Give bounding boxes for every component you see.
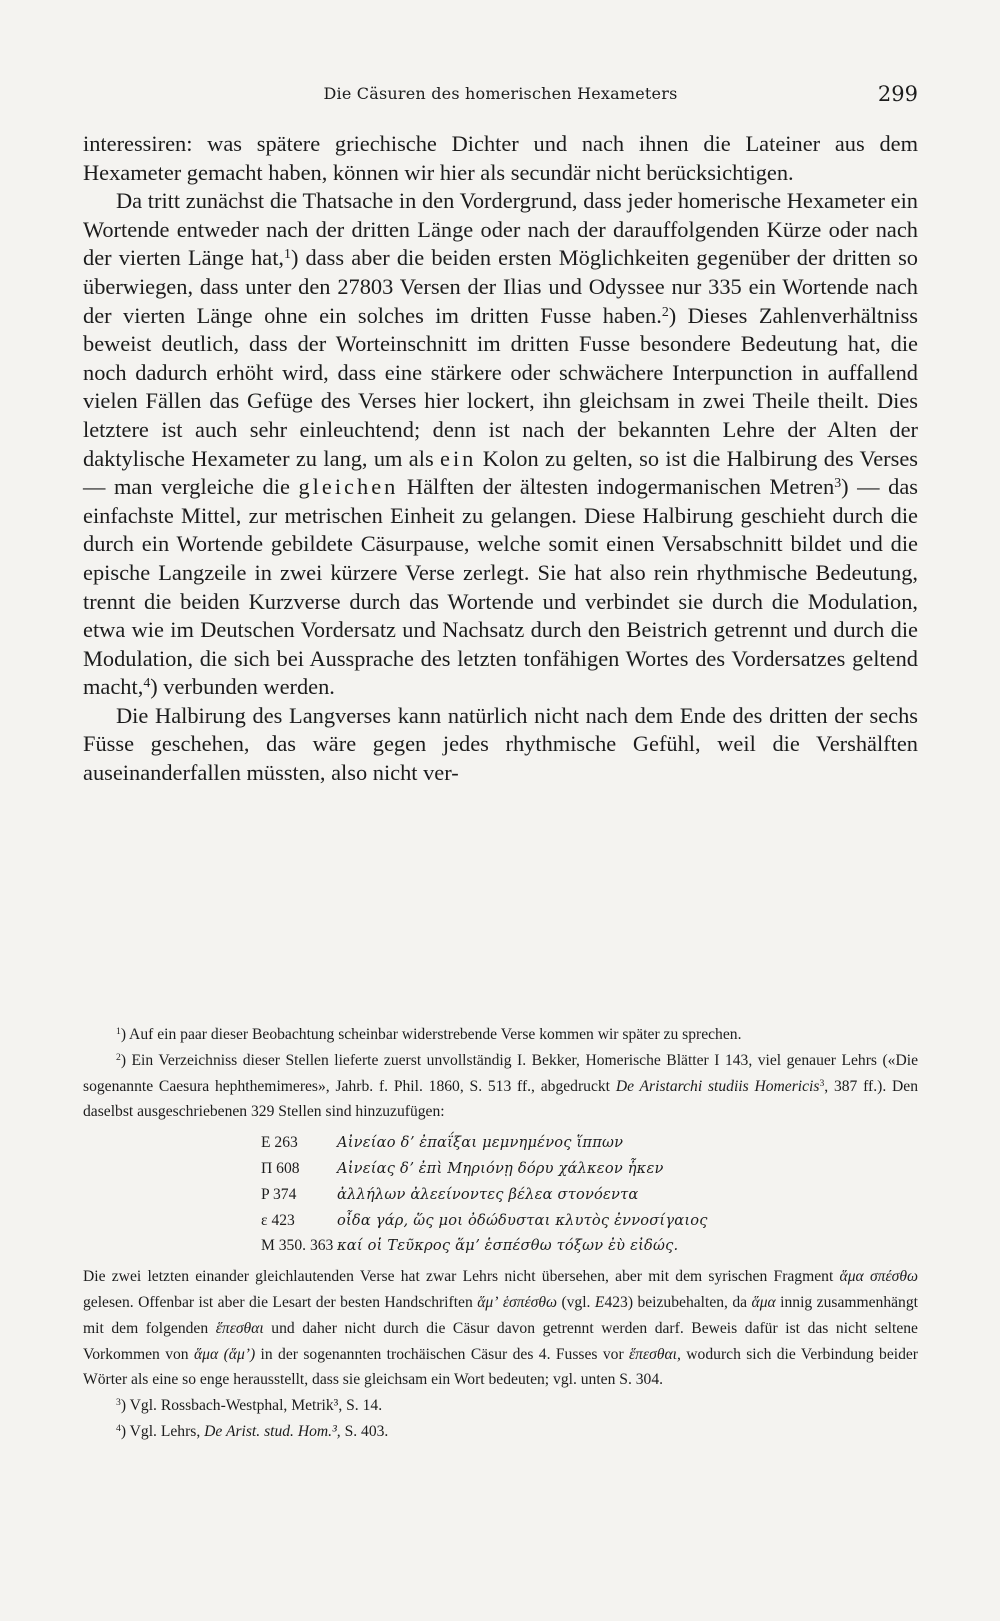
paragraph-2-text: Da tritt zunächst die Thatsache in den Vordergrund, dass jeder homerische Hexameter ein Wortende entweder nach der dritten Länge oder nach der darauffolgenden Kürze oder nach der vierten Länge hat, <box>83 188 918 271</box>
footnote-text: S. 403. <box>344 1422 389 1440</box>
verse-line <box>261 1156 918 1182</box>
footnote-text: und daher nicht durch die Cäsur davon getrennt werden darf. Beweis dafür ist das nicht seltene Vorkommen von <box>83 1319 918 1363</box>
paragraph-2-text: Hälften der ältesten indogermanischen Metren <box>406 474 835 500</box>
main-text <box>83 130 918 788</box>
spaced-word: gleichen <box>298 474 399 500</box>
running-head: Die Cäsuren des homerischen Hexameters <box>323 84 678 103</box>
greek-phrase: ἅμʼ ἑσπέσθω <box>477 1293 557 1311</box>
verse-reference: Π 608 <box>261 1159 300 1177</box>
page-number: 299 <box>877 82 918 106</box>
verse-line <box>261 1182 918 1208</box>
footnote-1 <box>83 1022 918 1048</box>
footnote-text: in der sogenannten trochäischen Cäsur des 4. Fusses vor <box>260 1345 624 1363</box>
footnote-ref-1: 1 <box>284 247 291 263</box>
paragraph-2-text: ) Dieses Zahlenverhältniss beweist deutlich, dass der Worteinschnitt im dritten Fusse besondere Bedeutung hat, die noch dadurch erhöht wird, dass eine stärkere oder schwächere Interpunction in auffallend vielen Fällen das Gefüge des Verses hier lockert, ihn gleichsam in zwei Theile theilt. Dies letztere ist auch sehr einleuchtend; denn ist nach der bekannten Lehre der Alten der daktylische Hexameter zu lang, um als <box>83 302 918 471</box>
footnote-marker: 3 <box>116 1397 121 1409</box>
verse-line <box>261 1130 918 1156</box>
greek-verse: Αἰνείαο δʼ ἐπαΐξαι μεμνημένος ἵππων <box>337 1134 624 1152</box>
footnote-marker: 1 <box>116 1026 121 1038</box>
greek-phrase: ἅμα (ἅμʼ) <box>193 1345 256 1363</box>
footnotes <box>83 1022 918 1445</box>
verse-reference: ε 423 <box>261 1211 295 1229</box>
greek-verse: Αἰνείας δʼ ἐπὶ Μηριόνῃ δόρυ χάλκεον ἧκεν <box>337 1159 664 1177</box>
footnote-text: gelesen. Offenbar ist aber die Lesart der besten Handschriften <box>83 1293 473 1311</box>
verse-line <box>261 1233 918 1259</box>
footnote-text: (vgl. <box>561 1293 591 1311</box>
greek-phrase: ἕπεσθαι <box>215 1319 264 1337</box>
paragraph-3-text: Die Halbirung des Langverses kann natürlich nicht nach dem Ende des dritten der sechs Füsse geschehen, das wäre gegen jedes rhythmische Gefühl, weil die Vershälften auseinanderfallen müssten, also nicht ver- <box>83 702 918 786</box>
paragraph-2-text: ) verbunden werden. <box>150 674 335 700</box>
footnote-text: ) Vgl. Rossbach-Westphal, Metrik³, S. 14. <box>120 1397 383 1415</box>
paragraph-2-text: ) — das einfachste Mittel, zur metrischen Einheit zu gelangen. Diese Halbirung geschieht durch die durch ein Wortende gebildete Cäsurpause, welche somit einen Versabschnitt bildet und die epische Langzeile in zwei kürzere Verse zerlegt. Sie hat also rein rhythmische Bedeutung, trennt die beiden Kurzverse durch das Wortende und verbindet sie durch die Modulation, etwa wie im Deutschen Vordersatz und Nachsatz durch den Beistrich getrennt und durch die Modulation, die sich bei Aussprache des letzten tonfähigen Wortes des Vordersatzes geltend macht, <box>83 474 918 700</box>
footnote-ref-2: 2 <box>661 304 669 320</box>
greek-verse: οἶδα γάρ, ὥς μοι ὀδώδυσται κλυτὸς ἐννοσίγαιος <box>337 1211 708 1229</box>
footnote-4 <box>83 1419 918 1445</box>
footnote-text: ) Vgl. Lehrs, <box>120 1422 201 1440</box>
verse-list <box>261 1130 918 1259</box>
paragraph-3 <box>83 702 918 788</box>
paragraph-2 <box>83 187 918 702</box>
footnote-marker: 2 <box>116 1051 121 1063</box>
paragraph-2-text: Kolon zu gelten, so ist die Halbirung des Verses — man vergleiche die <box>83 445 918 500</box>
edition-marker: 3 <box>819 1077 825 1089</box>
verse-line <box>261 1208 918 1234</box>
footnote-text: wodurch sich die Verbindung beider Wörter als eine so enge herausstellt, dass sie gleichsam ein Wort bedeuten; vgl. unten S. 304. <box>83 1345 918 1389</box>
greek-verse: ἀλλήλων ἀλεείνοντες βέλεα στονόεντα <box>337 1185 639 1203</box>
book-reference: E <box>594 1293 605 1311</box>
page-header <box>83 84 918 112</box>
verse-reference: P 374 <box>261 1185 297 1203</box>
footnote-ref-4: 4 <box>143 676 151 692</box>
greek-verse: καί οἱ Τεῦκρος ἅμʼ ἑσπέσθω τόξων ἐὺ εἰδώς. <box>337 1237 679 1255</box>
paragraph-1 <box>83 130 918 187</box>
footnote-ref-3: 3 <box>834 476 842 492</box>
footnote-text: 423) beizubehalten, da <box>604 1293 748 1311</box>
footnote-text: innig zusammenhängt mit dem folgenden <box>83 1293 918 1337</box>
greek-phrase: ἕπεσθαι, <box>629 1345 681 1363</box>
footnote-text: , 387 ff.). Den daselbst ausgeschriebenen 329 Stellen sind hinzuzufügen: <box>83 1077 919 1121</box>
footnote-2 <box>83 1048 918 1125</box>
footnote-text: Die zwei letzten einander gleichlautenden Verse hat zwar Lehrs nicht übersehen, aber mit dem syrischen Fragment <box>83 1268 834 1286</box>
footnote-marker: 4 <box>116 1423 121 1435</box>
verse-reference: M 350. 363 <box>261 1237 334 1255</box>
book-title: De Arist. stud. Hom.³, <box>204 1422 341 1440</box>
greek-phrase: ἅμα <box>751 1293 776 1311</box>
footnote-3 <box>83 1393 918 1419</box>
greek-phrase: ἅμα σπέσθω <box>839 1268 918 1286</box>
book-title: De Aristarchi studiis Homericis <box>615 1077 820 1095</box>
verse-reference: E 263 <box>261 1134 298 1152</box>
footnote-text: ) Auf ein paar dieser Beobachtung scheinbar widerstrebende Verse kommen wir später zu sprechen. <box>120 1026 742 1043</box>
paragraph-1-text: interessiren: was spätere griechische Dichter und nach ihnen die Lateiner aus dem Hexameter gemacht haben, können wir hier als secundär nicht berücksichtigen. <box>83 131 918 185</box>
footnote-text: ) Ein Verzeichniss dieser Stellen lieferte zuerst unvollständig I. Bekker, Homerische Blätter I 143, viel genauer Lehrs («Die sogenannte Caesura hephthemimeres», Jahrb. f. Phil. 1860, S. 513 ff., abgedruckt <box>83 1051 918 1095</box>
spaced-word: ein <box>440 445 477 471</box>
footnote-2-continuation <box>83 1264 918 1393</box>
paragraph-2-text: ) dass aber die beiden ersten Möglichkeiten gegenüber der dritten so überwiegen, dass unter den 27803 Versen der Ilias und Odyssee nur 335 ein Wortende nach der vierten Länge ohne ein solches im dritten Fusse haben. <box>83 245 918 328</box>
